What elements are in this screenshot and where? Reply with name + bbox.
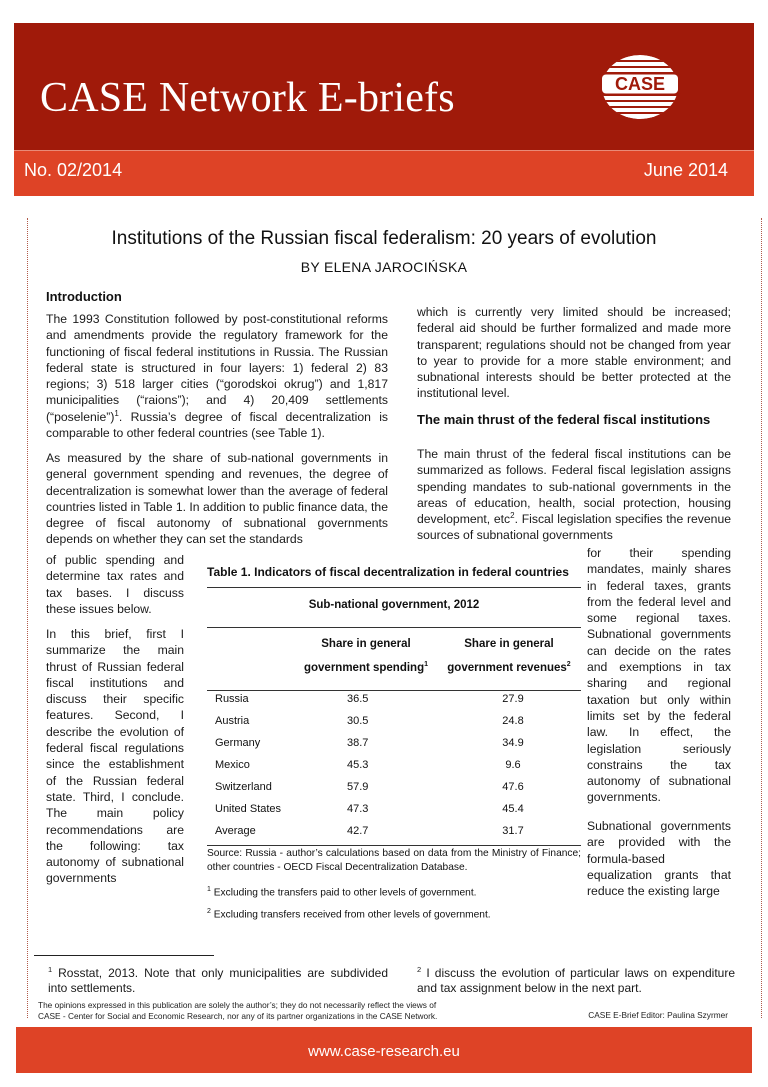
page-border-right xyxy=(761,218,762,1018)
table-footnote-2: $^2$ Excluding transfers received from other levels of government. xyxy=(207,908,491,921)
table-footnote-1: $^1$ Excluding the transfers paid to other levels of government. xyxy=(207,886,477,899)
issue-number: No. 02/2014 xyxy=(24,160,123,180)
intro-paragraph-1: The 1993 Constitution followed by post-constitutional reforms and amendments provide the regulatory framework for the functioning of fiscal federal institutions in Russia. The Russian federal state is structured in four layers: 1) federal 2) 83 regions; 3) 518 larger cities (“gorodskoi okrug”) and 1,817 municipalities (“raions”); and 4) 20,409 settlements (“poselenie”)$^1$. Russia’s degree of fiscal decentralization is comparable to other federal countries (see Table 1). xyxy=(46,312,388,441)
table-col-spending-line2: government spending$^1$ xyxy=(303,661,429,674)
intro-heading: Introduction xyxy=(46,289,122,304)
editor-credit: CASE E-Brief Editor: Paulina Szyrmer xyxy=(588,1010,728,1020)
table-source-note: Source: Russia - author’s calculations based on data from the Ministry of Finance; other countries - OECD Fiscal Decentralization Database. xyxy=(207,848,581,873)
right-paragraph-1: which is currently very limited should be increased; federal aid should be further formalized and made more transparent; regulations should not be changed from year to year to provide for a more stable environment; and subnational interests should be better protected at the institutional level. xyxy=(417,305,731,401)
table-row: Average 42.7 31.7 xyxy=(215,825,524,837)
table-caption: Table 1. Indicators of fiscal decentralization in federal countries xyxy=(207,565,569,579)
disclaimer: The opinions expressed in this publication are solely the author’s; they do not necessarily reflect the views of CASE - Center for Social and Economic Research, nor any of its partner organizations in the CASE Network. xyxy=(38,1000,438,1021)
author-byline: BY ELENA JAROCIŃSKA xyxy=(300,259,468,275)
intro-paragraph-2: As measured by the share of sub-national governments in general government spending and revenues, the degree of decentralization is somewhat lower than the average of federal countries listed in Table 1. In addition to public finance data, the degree of fiscal autonomy of subnational governments depends on whether they can set the standards xyxy=(46,451,388,547)
page-border-left xyxy=(27,218,28,1018)
table-col-revenues-line1: Share in general xyxy=(464,638,554,650)
table-row: Austria 30.5 24.8 xyxy=(215,715,524,727)
table-rule-sub xyxy=(207,627,581,628)
right-paragraph-2: The main thrust of the federal fiscal institutions can be summarized as follows. Federal fiscal legislation assigns spending mandates to sub-national governments in the areas of education, health, social protection, housing development, etc$^2$. Fiscal legislation specifies the revenue sources of subnational governments xyxy=(417,447,731,543)
footnote-separator xyxy=(34,955,214,956)
footnote-1: $^1$ Rosstat, 2013. Note that only municipalities are subdivided into settlements. xyxy=(48,965,388,995)
publication-title: CASE Network E-briefs xyxy=(40,75,455,121)
issue-date: June 2014 xyxy=(643,160,728,180)
article-title: Institutions of the Russian fiscal federalism: 20 years of evolution xyxy=(111,228,657,249)
table-row: United States 47.3 45.4 xyxy=(215,803,524,815)
table-row: Switzerland 57.9 47.6 xyxy=(215,781,524,793)
case-logo-icon xyxy=(585,54,695,120)
table-col-revenues-line2: government revenues$^2$ xyxy=(447,661,571,674)
table-rule-top xyxy=(207,587,581,588)
table-rule-header xyxy=(207,690,581,691)
website-link[interactable]: www.case-research.eu xyxy=(308,1043,460,1060)
table-col-spending-line1: Share in general xyxy=(321,638,411,650)
intro-paragraph-3: In this brief, first I summarize the main thrust of Russian federal fiscal institutions and discuss their specific features. Second, I describe the evolution of federal fiscal regulations since the establishment of the Russian federal state. Third, I conclude. The main policy recommendations are the following: tax autonomy of subnational governments xyxy=(46,627,184,886)
table-row: Russia 36.5 27.9 xyxy=(215,693,524,705)
table-row: Mexico 45.3 9.6 xyxy=(215,759,521,771)
svg-text:CASE: CASE xyxy=(614,74,666,94)
main-thrust-heading: The main thrust of the federal fiscal institutions xyxy=(417,412,711,427)
right-paragraph-2-continued: for their spending mandates, mainly shares in federal taxes, grants from the federal level and some regional taxes. Subnational governments can decide on the rates and exemptions in tax sharing and regional taxation but only within limits set by the federal law. In effect, the legislation seriously constrains the tax autonomy of subnational governments. xyxy=(587,546,731,805)
table-subheader: Sub-national government, 2012 xyxy=(308,599,480,611)
table-row: Germany 38.7 34.9 xyxy=(215,737,524,749)
table-rule-bottom xyxy=(207,845,581,846)
intro-paragraph-2-continued: of public spending and determine tax rates and tax bases. I discuss these issues below. xyxy=(46,553,184,616)
right-paragraph-3: Subnational governments are provided with the formula-based equalization grants that reduce the existing large xyxy=(587,819,731,899)
footnote-2: $^2$ I discuss the evolution of particular laws on expenditure and tax assignment below in the next part. xyxy=(417,965,735,995)
